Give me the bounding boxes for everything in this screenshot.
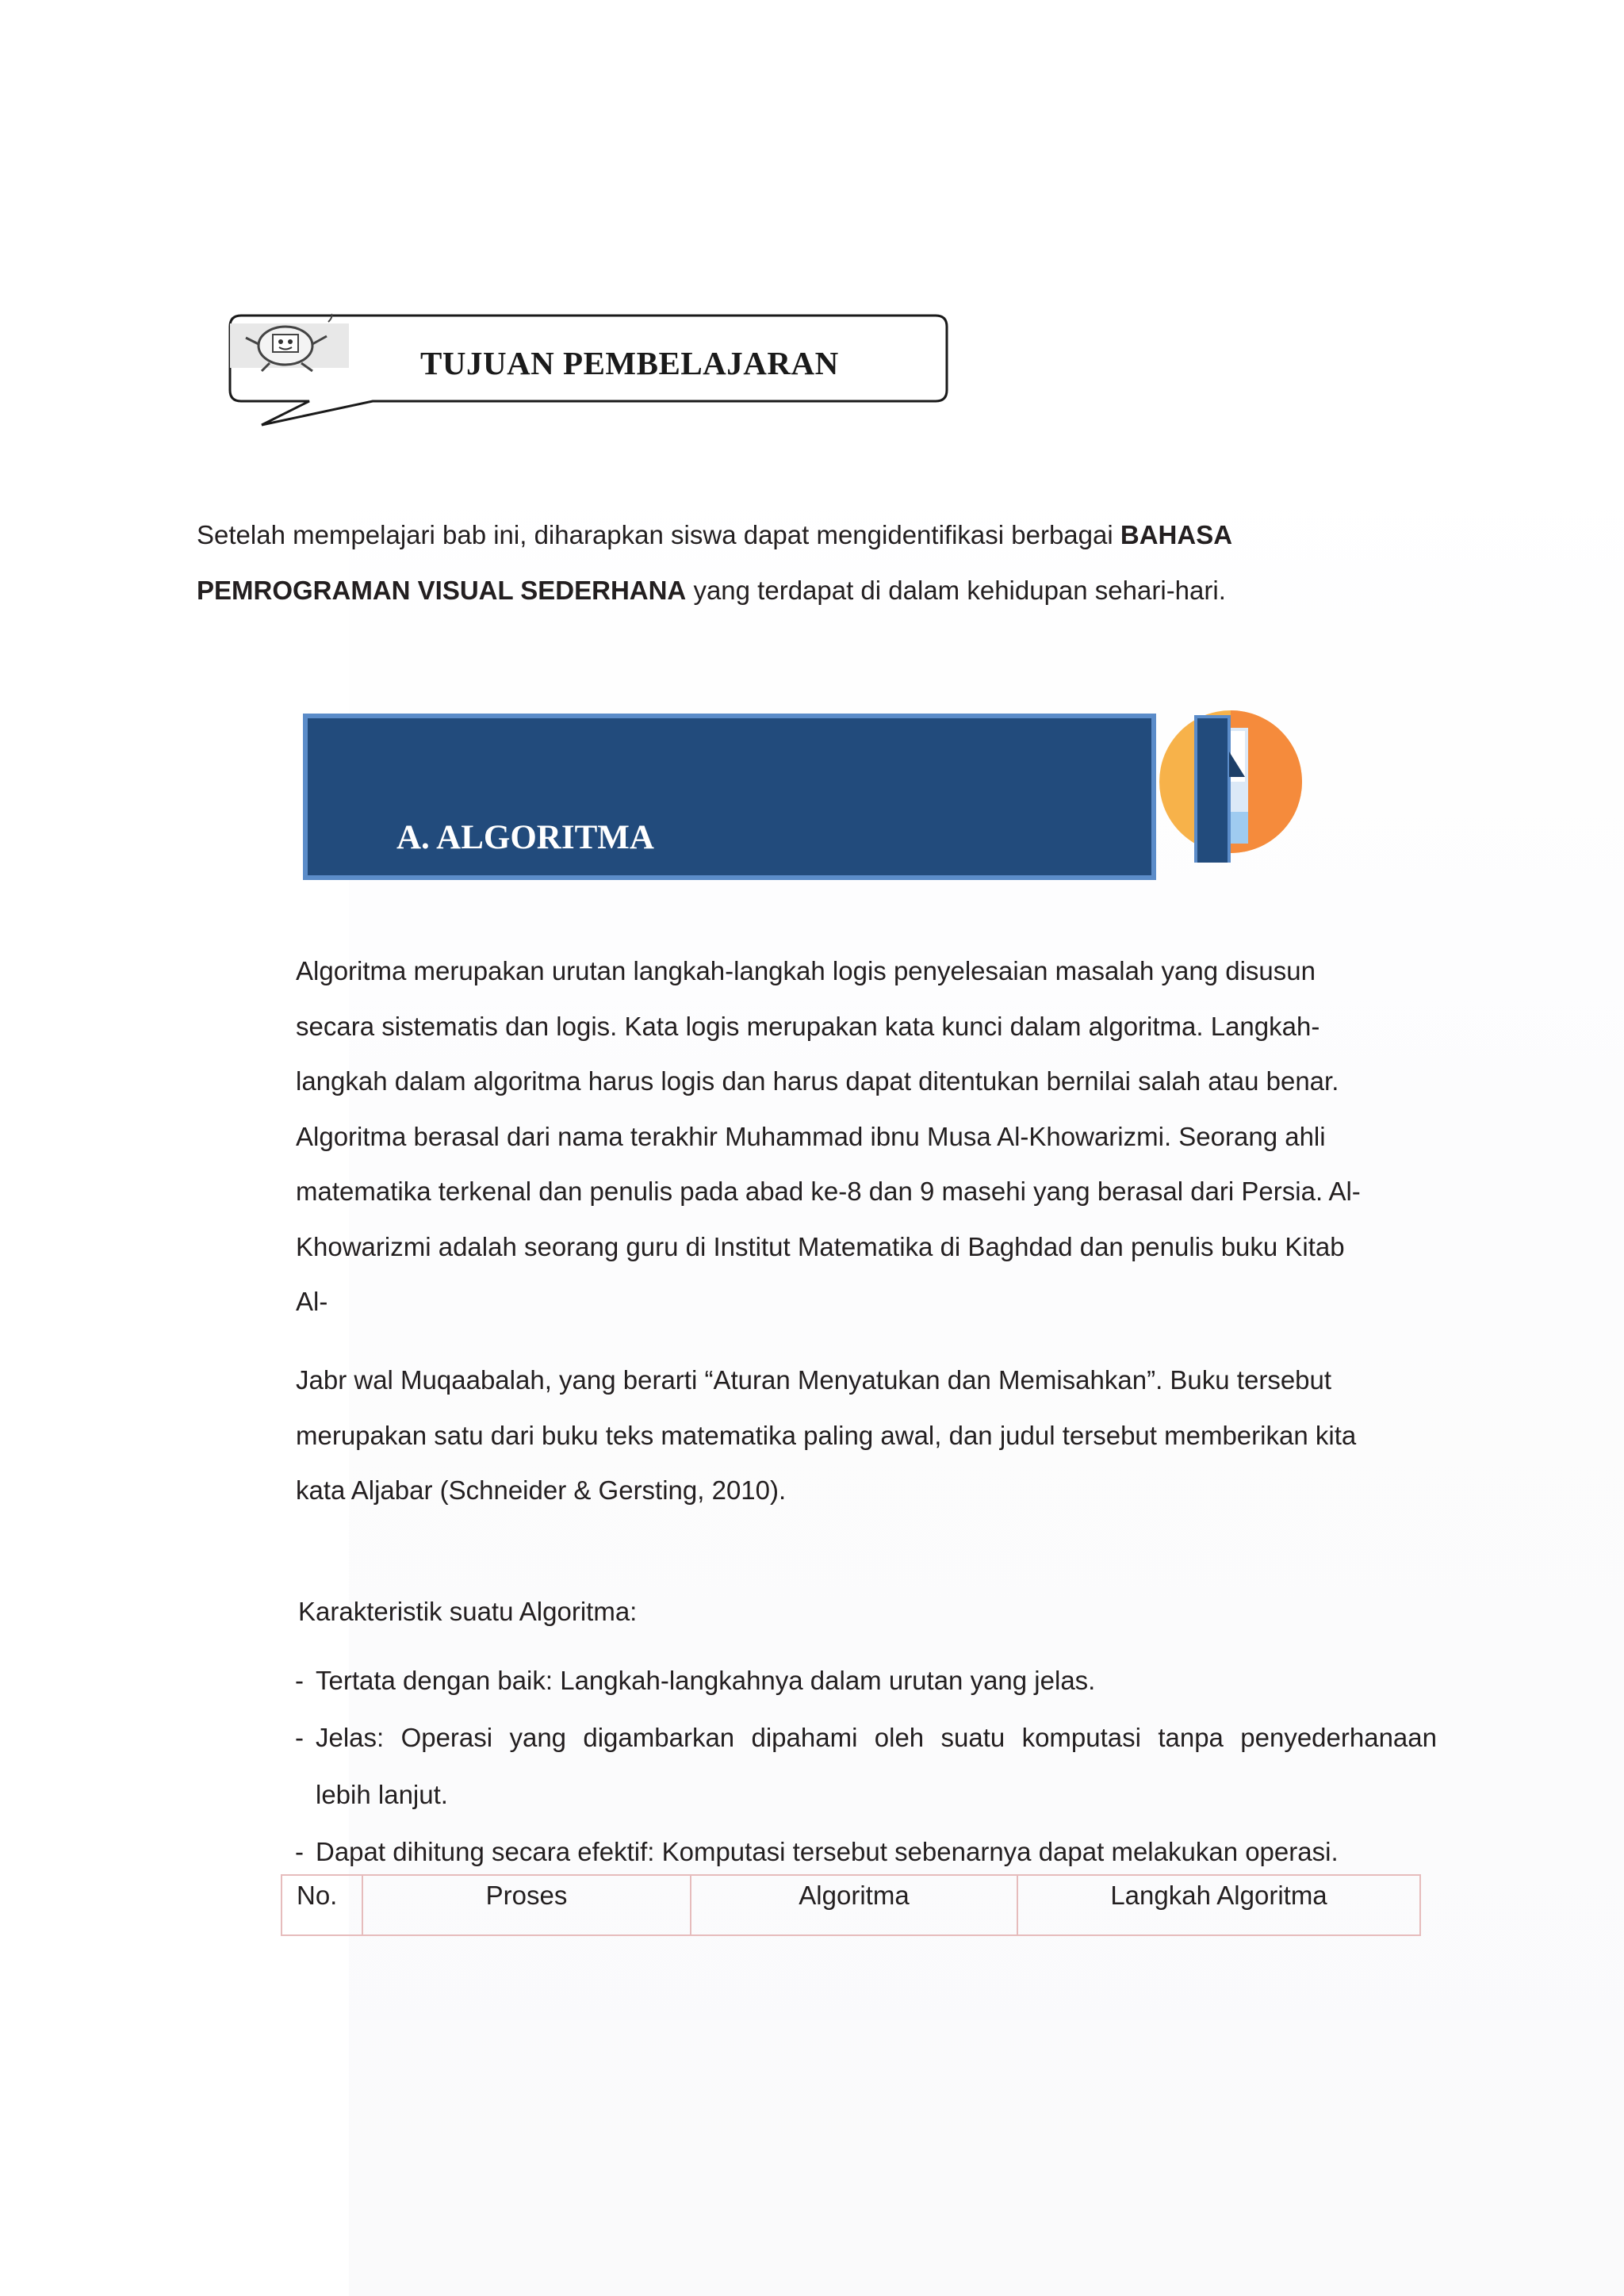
learning-objectives-callout [230,316,947,401]
notebook-icon [1155,701,1302,863]
algorithm-paragraph-2 [296,1353,1438,1518]
word: tanpa [1158,1723,1224,1752]
word: oleh [874,1723,925,1752]
list-item [295,1709,1437,1823]
text-line: Jabr wal Muqaabalah, yang berarti “Aturan Menyatukan dan Memisahkan”. Buku tersebut [296,1365,1332,1395]
intro-text: Setelah mempelajari bab ini, diharapkan siswa dapat mengidentifikasi berbagai [197,520,1120,549]
text-line: secara sistematis dan logis. Kata logis merupakan kata kunci dalam algoritma. Langkah- [296,1011,1320,1041]
section-title: A. ALGORITMA [396,819,654,856]
word: penyederhanaan [1240,1723,1437,1752]
algorithm-paragraph-1 [296,943,1438,1330]
text-line: Khowarizmi adalah seorang guru di Institut Matematika di Baghdad dan penulis buku Kitab [296,1231,1345,1261]
cartoon-computer-mascot-icon [230,316,357,374]
intro-paragraph [197,507,1434,618]
intro-bold-text: PEMROGRAMAN VISUAL SEDERHANA [197,576,687,605]
text-line: merupakan satu dari buku teks matematika paling awal, dan judul tersebut memberikan kita [296,1420,1357,1450]
list-item-continuation: lebih lanjut. [316,1780,448,1809]
word: dipahami [751,1723,858,1752]
table-header-proses: Proses [363,1876,691,1934]
text-line: Al- [296,1287,328,1316]
list-item [295,1823,1437,1881]
justified-line [316,1709,1437,1766]
characteristics-list [295,1652,1437,1881]
word: Jelas: [316,1723,385,1752]
bullet-dash: - [295,1837,304,1866]
intro-bold-text: BAHASA [1120,520,1233,549]
intro-text: yang terdapat di dalam kehidupan sehari-hari. [686,576,1226,605]
bullet-dash: - [295,1723,304,1752]
text-line: matematika terkenal dan penulis pada abad ke-8 dan 9 masehi yang berasal dari Persia. Al- [296,1177,1361,1206]
table-header-langkah: Langkah Algoritma [1110,1881,1327,1910]
callout-title: TUJUAN PEMBELAJARAN [420,345,839,381]
bullet-dash: - [295,1666,304,1695]
table-header-no: No. [282,1876,363,1934]
text-line: langkah dalam algoritma harus logis dan harus dapat ditentukan bernilai salah atau benar. [296,1066,1339,1096]
list-item [295,1652,1437,1709]
word: digambarkan [583,1723,735,1752]
text-line: Algoritma berasal dari nama terakhir Muhammad ibnu Musa Al-Khowarizmi. Seorang ahli [296,1121,1326,1151]
text-line: kata Aljabar (Schneider & Gersting, 2010). [296,1475,787,1505]
algorithm-table [281,1874,1421,1936]
characteristics-title: Karakteristik suatu Algoritma: [298,1597,638,1626]
word: yang [509,1723,567,1752]
section-banner [303,714,1156,880]
word: Operasi [400,1723,493,1752]
text-line: Algoritma merupakan urutan langkah-langkah logis penyelesaian masalah yang disusun [296,956,1316,985]
word: suatu [940,1723,1005,1752]
word: komputasi [1021,1723,1141,1752]
list-item-text: Tertata dengan baik: Langkah-langkahnya dalam urutan yang jelas. [316,1666,1096,1695]
list-item-text: Dapat dihitung secara efektif: Komputasi tersebut sebenarnya dapat melakukan operasi. [316,1837,1339,1866]
table-header-algoritma: Algoritma [691,1876,1018,1934]
